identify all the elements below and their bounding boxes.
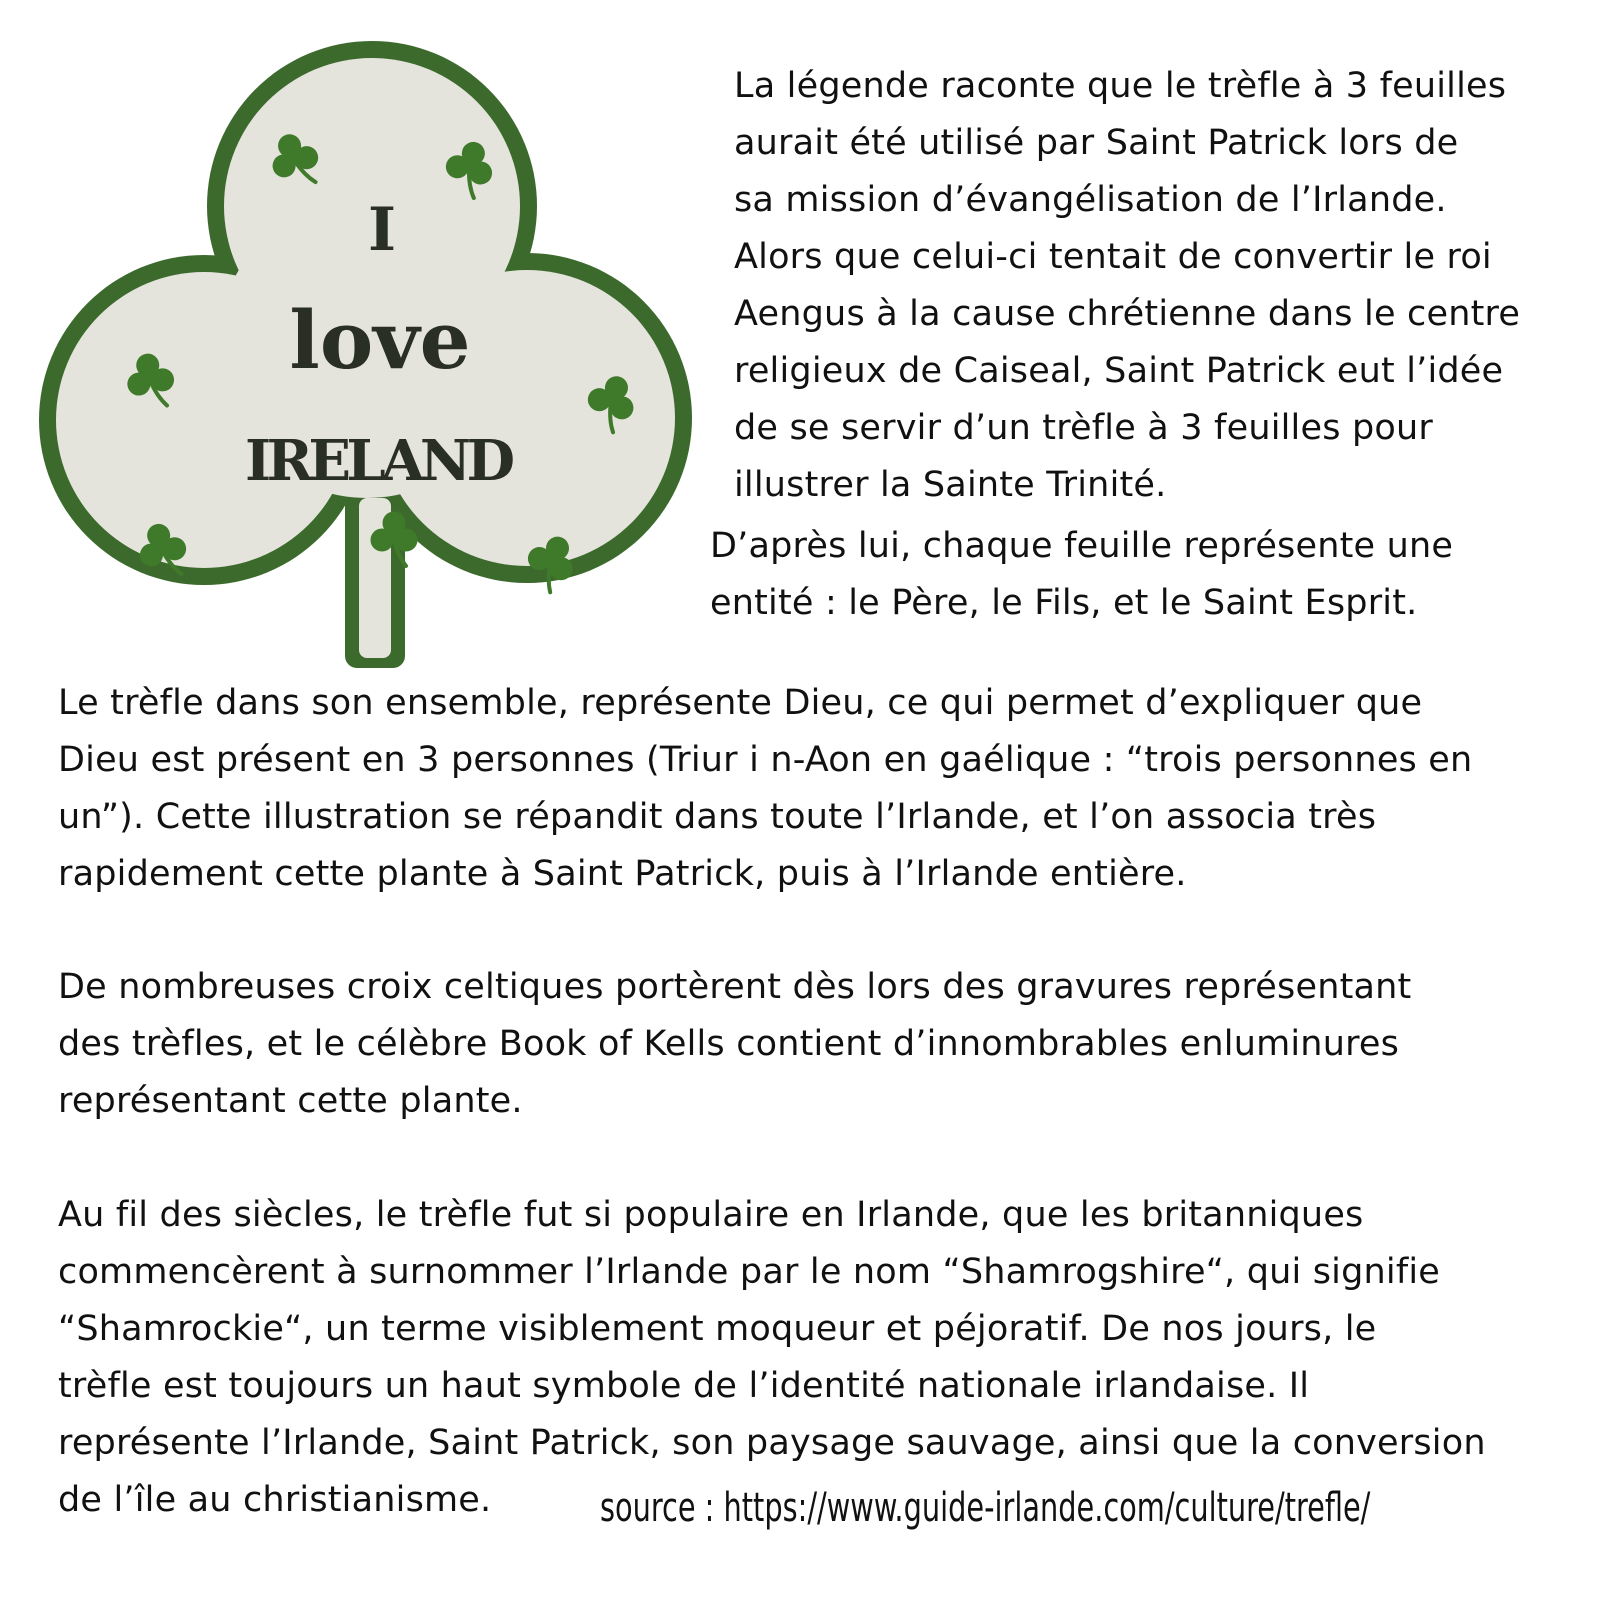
text-line: Alors que celui-ci tentait de convertir le roi <box>734 237 1492 277</box>
text-line: des trèfles, et le célèbre Book of Kells contient d’innombrables enluminures <box>58 1024 1400 1064</box>
paragraph-legend <box>734 58 1520 514</box>
text-line: de se servir d’un trèfle à 3 feuilles pour <box>734 408 1433 448</box>
text-line: trèfle est toujours un haut symbole de l’identité nationale irlandaise. Il <box>58 1366 1310 1406</box>
text-line: un”). Cette illustration se répandit dans toute l’Irlande, et l’on associa très <box>58 797 1377 837</box>
text-line: représente l’Irlande, Saint Patrick, son paysage sauvage, ainsi que la conversion <box>58 1423 1486 1463</box>
text-line: religieux de Caiseal, Saint Patrick eut l’idée <box>734 351 1504 391</box>
badge-line-i: I <box>367 195 397 265</box>
text-line: D’après lui, chaque feuille représente une <box>710 526 1454 566</box>
text-line: sa mission d’évangélisation de l’Irlande. <box>734 180 1447 220</box>
text-line: Le trèfle dans son ensemble, représente Dieu, ce qui permet d’expliquer que <box>58 683 1423 723</box>
text-line: illustrer la Sainte Trinité. <box>734 465 1167 505</box>
text-line: rapidement cette plante à Saint Patrick, puis à l’Irlande entière. <box>58 854 1187 894</box>
text-line: de l’île au christianisme. <box>58 1480 492 1520</box>
text-line: commencèrent à surnommer l’Irlande par le nom “Shamrogshire“, qui signifie <box>58 1252 1441 1292</box>
text-line: Aengus à la cause chrétienne dans le centre <box>734 294 1521 334</box>
text-line: La légende raconte que le trèfle à 3 feuilles <box>734 66 1507 106</box>
paragraph-fil-des-siecles <box>58 1187 1486 1529</box>
text-line: représentant cette plante. <box>58 1081 523 1121</box>
i-love-ireland-shamrock-badge <box>22 28 712 678</box>
badge-line-ireland: IRELAND <box>245 428 515 494</box>
text-line: entité : le Père, le Fils, et le Saint Esprit. <box>710 583 1418 623</box>
text-line: aurait été utilisé par Saint Patrick lors de <box>734 123 1459 163</box>
text-line: De nombreuses croix celtiques portèrent dès lors des gravures représentant <box>58 967 1412 1007</box>
badge-line-love: love <box>289 293 471 387</box>
source-citation: source : https://www.guide-irlande.com/culture/trefle/ <box>600 1485 1371 1531</box>
paragraph-each-leaf <box>710 518 1453 632</box>
text-line: Au fil des siècles, le trèfle fut si populaire en Irlande, que les britanniques <box>58 1195 1364 1235</box>
paragraph-croix-celtiques <box>58 959 1411 1130</box>
text-line: Dieu est présent en 3 personnes (Triur i n-Aon en gaélique : “trois personnes en <box>58 740 1473 780</box>
paragraph-trefle-dieu <box>58 675 1472 903</box>
text-line: “Shamrockie“, un terme visiblement moqueur et péjoratif. De nos jours, le <box>58 1309 1377 1349</box>
shamrock-badge-illustration <box>22 28 712 678</box>
